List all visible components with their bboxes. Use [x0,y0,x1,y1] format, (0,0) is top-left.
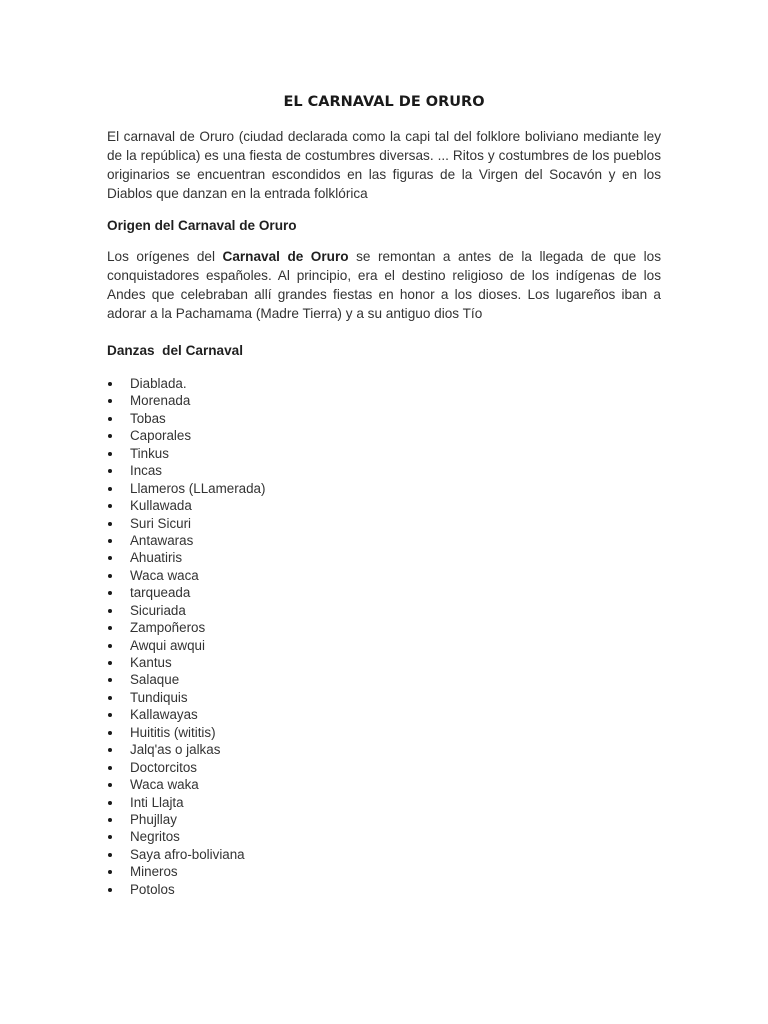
dance-name: tarqueada [130,585,191,601]
dance-name: Inti Llajta [130,794,184,810]
bullet-icon [108,417,112,421]
dance-name: Doctorcitos [130,759,197,775]
document-title: EL CARNAVAL DE ORURO [283,94,485,110]
bullet-icon [108,766,112,770]
dance-name: Caporales [130,428,192,444]
bullet-icon [108,609,112,613]
bullet-icon [108,382,112,386]
origen-text-before: Los orígenes del [107,249,223,264]
dance-name: Morenada [130,393,191,409]
bullet-icon [108,801,112,805]
dance-name: Phujllay [130,811,177,827]
bullet-icon [108,556,112,560]
bullet-icon [108,626,112,630]
dance-name: Waca waka [130,777,199,793]
bullet-icon [108,522,112,526]
bullet-icon [108,748,112,752]
dance-name: Ahuatiris [130,550,183,566]
dance-name: Antawaras [130,532,194,548]
dance-name: Negritos [130,829,180,845]
bullet-icon [108,678,112,682]
dance-name: Tobas [130,410,166,426]
bullet-icon [108,487,112,491]
origen-heading: Origen del Carnaval de Oruro [107,218,297,233]
origen-text-after: se remontan a antes de la llegada de que los conquistadores españoles. Al principio, era el destino religioso de los indígenas de los Andes que celebraban allí grandes fiestas en honor a los dioses. Los lugareños iban a adorar a la Pachamama (Madre Tierra) y a su antiguo dios Tío [107,249,661,321]
dance-name: Diablada. [130,376,187,391]
dance-name: Suri Sicuri [130,515,192,531]
dance-name: Saya afro-boliviana [130,846,245,862]
dance-name: Kullawada [130,498,192,514]
bullet-icon [108,783,112,787]
dance-name: Huititis (wititis) [130,724,216,740]
bullet-icon [108,888,112,892]
bullet-icon [108,539,112,543]
dance-name: Awqui awqui [130,637,205,653]
bullet-icon [108,696,112,700]
origen-paragraph [107,247,661,323]
dance-name: Potolos [130,881,175,897]
bullet-icon [108,731,112,735]
bullet-icon [108,591,112,595]
dance-name: Zampoñeros [130,620,206,636]
bullet-icon [108,870,112,874]
danzas-heading: Danzas del Carnaval [107,343,243,358]
dance-name: Jalq'as o jalkas [130,742,221,758]
bullet-icon [108,399,112,403]
bullet-icon [108,469,112,473]
bullet-icon [108,644,112,648]
dance-name: Incas [130,463,163,479]
dance-name: Tundiquis [130,689,188,705]
dance-name: Tinkus [130,445,169,461]
bullet-icon [108,434,112,438]
bullet-icon [108,818,112,822]
bullet-icon [108,835,112,839]
dance-name: Waca waca [130,567,199,583]
dance-name: Sicuriada [130,602,186,618]
dance-name: Salaque [130,672,180,688]
dance-name: Mineros [130,864,178,880]
bullet-icon [108,661,112,665]
origen-text-bold: Carnaval de Oruro [222,249,349,264]
dance-name: Llameros (LLamerada) [130,480,266,496]
dance-name: Kantus [130,655,172,670]
bullet-icon [108,713,112,717]
bullet-icon [108,853,112,857]
bullet-icon [108,504,112,508]
dance-name: Kallawayas [130,707,198,723]
bullet-icon [108,452,112,456]
intro-paragraph: El carnaval de Oruro (ciudad declarada como la capi tal del folklore boliviano mediante ley de la república) es una fiesta de costumbres diversas. ... Ritos y costumbres de los pueblos originarios se encuentran escondidos en las figuras de la Virgen del Socavón y en los Diablos que danzan en la entrada folklórica [107,129,661,201]
bullet-icon [108,574,112,578]
